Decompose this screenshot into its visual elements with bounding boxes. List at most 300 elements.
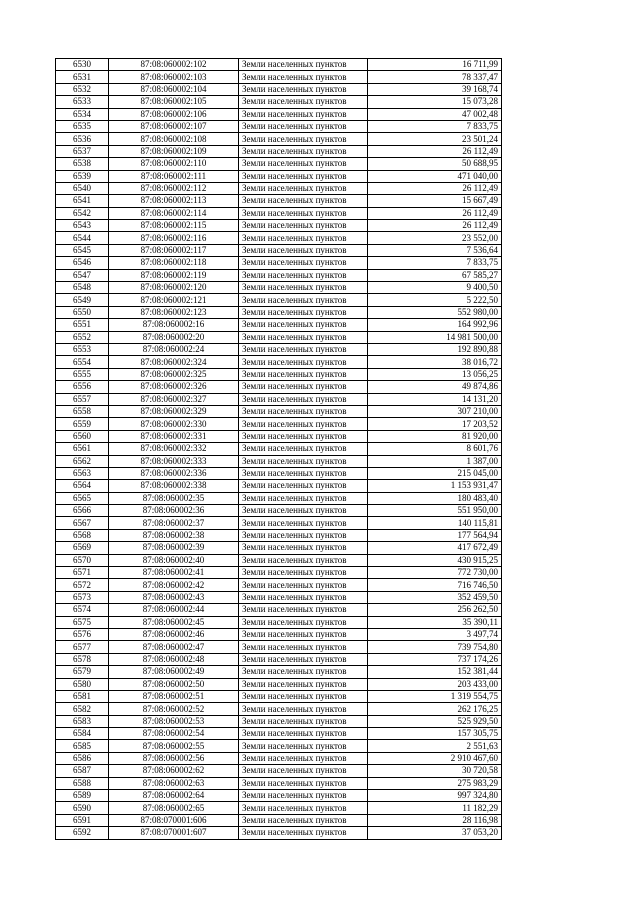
- row-number-cell: 6581: [56, 690, 109, 702]
- cadastral-value-cell: 551 950,00: [368, 505, 502, 517]
- cadastral-value-cell: 716 746,50: [368, 579, 502, 591]
- cadastral-number-cell: 87:08:060002:324: [109, 356, 239, 368]
- table-row: [56, 220, 502, 232]
- cadastral-value-cell: 552 980,00: [368, 306, 502, 318]
- table-row: [56, 628, 502, 640]
- row-number-cell: 6585: [56, 740, 109, 752]
- table-row: [56, 207, 502, 219]
- cadastral-number-cell: 87:08:060002:51: [109, 690, 239, 702]
- land-category-cell: Земли населенных пунктов: [239, 542, 368, 554]
- cadastral-number-cell: 87:08:060002:49: [109, 666, 239, 678]
- table-row: [56, 133, 502, 145]
- table-row: [56, 752, 502, 764]
- cadastral-number-cell: 87:08:060002:52: [109, 703, 239, 715]
- row-number-cell: 6553: [56, 343, 109, 355]
- table-row: [56, 678, 502, 690]
- cadastral-value-cell: 7 833,75: [368, 120, 502, 132]
- cadastral-value-cell: 23 552,00: [368, 232, 502, 244]
- land-category-cell: Земли населенных пунктов: [239, 728, 368, 740]
- cadastral-value-cell: 26 112,49: [368, 220, 502, 232]
- land-category-cell: Земли населенных пунктов: [239, 529, 368, 541]
- land-category-cell: Земли населенных пунктов: [239, 368, 368, 380]
- row-number-cell: 6556: [56, 381, 109, 393]
- cadastral-number-cell: 87:08:060002:37: [109, 517, 239, 529]
- cadastral-value-cell: 30 720,58: [368, 765, 502, 777]
- cadastral-number-cell: 87:08:060002:50: [109, 678, 239, 690]
- row-number-cell: 6552: [56, 331, 109, 343]
- row-number-cell: 6576: [56, 628, 109, 640]
- row-number-cell: 6558: [56, 405, 109, 417]
- cadastral-value-cell: 39 168,74: [368, 83, 502, 95]
- table-row: [56, 777, 502, 789]
- cadastral-value-cell: 26 112,49: [368, 182, 502, 194]
- table-row: [56, 393, 502, 405]
- land-category-cell: Земли населенных пунктов: [239, 430, 368, 442]
- land-category-cell: Земли населенных пунктов: [239, 294, 368, 306]
- cadastral-number-cell: 87:08:060002:63: [109, 777, 239, 789]
- cadastral-number-cell: 87:08:060002:38: [109, 529, 239, 541]
- table-row: [56, 83, 502, 95]
- cadastral-number-cell: 87:08:060002:62: [109, 765, 239, 777]
- table-row: [56, 591, 502, 603]
- cadastral-number-cell: 87:08:060002:115: [109, 220, 239, 232]
- cadastral-value-cell: 28 116,98: [368, 814, 502, 826]
- cadastral-number-cell: 87:08:060002:106: [109, 108, 239, 120]
- table-row: [56, 616, 502, 628]
- table-row: [56, 145, 502, 157]
- land-category-cell: Земли населенных пунктов: [239, 71, 368, 83]
- land-category-cell: Земли населенных пунктов: [239, 492, 368, 504]
- row-number-cell: 6572: [56, 579, 109, 591]
- land-category-cell: Земли населенных пунктов: [239, 108, 368, 120]
- table-row: [56, 182, 502, 194]
- cadastral-number-cell: 87:08:060002:56: [109, 752, 239, 764]
- cadastral-number-cell: 87:08:060002:45: [109, 616, 239, 628]
- row-number-cell: 6564: [56, 480, 109, 492]
- row-number-cell: 6587: [56, 765, 109, 777]
- row-number-cell: 6532: [56, 83, 109, 95]
- land-category-cell: Земли населенных пунктов: [239, 690, 368, 702]
- table-row: [56, 529, 502, 541]
- cadastral-number-cell: 87:08:060002:111: [109, 170, 239, 182]
- land-category-cell: Земли населенных пунктов: [239, 752, 368, 764]
- cadastral-number-cell: 87:08:060002:116: [109, 232, 239, 244]
- table-row: [56, 269, 502, 281]
- land-category-cell: Земли населенных пунктов: [239, 83, 368, 95]
- row-number-cell: 6563: [56, 467, 109, 479]
- cadastral-number-cell: 87:08:060002:46: [109, 628, 239, 640]
- cadastral-number-cell: 87:08:060002:42: [109, 579, 239, 591]
- cadastral-number-cell: 87:08:060002:65: [109, 802, 239, 814]
- table-row: [56, 405, 502, 417]
- row-number-cell: 6545: [56, 244, 109, 256]
- land-category-cell: Земли населенных пунктов: [239, 591, 368, 603]
- cadastral-number-cell: 87:08:060002:105: [109, 96, 239, 108]
- cadastral-number-cell: 87:08:060002:327: [109, 393, 239, 405]
- cadastral-value-cell: 471 040,00: [368, 170, 502, 182]
- cadastral-value-cell: 47 002,48: [368, 108, 502, 120]
- row-number-cell: 6584: [56, 728, 109, 740]
- cadastral-number-cell: 87:08:070001:606: [109, 814, 239, 826]
- row-number-cell: 6561: [56, 443, 109, 455]
- land-category-cell: Земли населенных пунктов: [239, 579, 368, 591]
- cadastral-number-cell: 87:08:060002:329: [109, 405, 239, 417]
- row-number-cell: 6549: [56, 294, 109, 306]
- cadastral-number-cell: 87:08:060002:333: [109, 455, 239, 467]
- row-number-cell: 6588: [56, 777, 109, 789]
- row-number-cell: 6591: [56, 814, 109, 826]
- row-number-cell: 6575: [56, 616, 109, 628]
- cadastral-number-cell: 87:08:060002:113: [109, 195, 239, 207]
- row-number-cell: 6551: [56, 319, 109, 331]
- table-row: [56, 158, 502, 170]
- table-row: [56, 814, 502, 826]
- table-row: [56, 306, 502, 318]
- cadastral-value-cell: 177 564,94: [368, 529, 502, 541]
- cadastral-value-cell: 17 203,52: [368, 418, 502, 430]
- cadastral-number-cell: 87:08:060002:48: [109, 653, 239, 665]
- row-number-cell: 6541: [56, 195, 109, 207]
- row-number-cell: 6536: [56, 133, 109, 145]
- cadastral-number-cell: 87:08:060002:54: [109, 728, 239, 740]
- table-row: [56, 765, 502, 777]
- row-number-cell: 6577: [56, 641, 109, 653]
- land-category-cell: Земли населенных пунктов: [239, 170, 368, 182]
- cadastral-value-cell: 9 400,50: [368, 282, 502, 294]
- cadastral-number-cell: 87:08:060002:104: [109, 83, 239, 95]
- land-category-cell: Земли населенных пунктов: [239, 244, 368, 256]
- cadastral-value-cell: 16 711,99: [368, 59, 502, 71]
- table-row: [56, 604, 502, 616]
- table-row: [56, 59, 502, 71]
- cadastral-number-cell: 87:08:060002:24: [109, 343, 239, 355]
- row-number-cell: 6571: [56, 567, 109, 579]
- row-number-cell: 6546: [56, 257, 109, 269]
- table-row: [56, 740, 502, 752]
- cadastral-value-cell: 2 910 467,60: [368, 752, 502, 764]
- row-number-cell: 6578: [56, 653, 109, 665]
- row-number-cell: 6538: [56, 158, 109, 170]
- cadastral-value-cell: 772 730,00: [368, 567, 502, 579]
- cadastral-value-cell: 15 073,28: [368, 96, 502, 108]
- table-row: [56, 554, 502, 566]
- land-category-cell: Земли населенных пунктов: [239, 220, 368, 232]
- cadastral-number-cell: 87:08:060002:118: [109, 257, 239, 269]
- land-category-cell: Земли населенных пунктов: [239, 604, 368, 616]
- table-row: [56, 232, 502, 244]
- cadastral-value-cell: 352 459,50: [368, 591, 502, 603]
- row-number-cell: 6586: [56, 752, 109, 764]
- row-number-cell: 6590: [56, 802, 109, 814]
- land-category-cell: Земли населенных пунктов: [239, 517, 368, 529]
- cadastral-number-cell: 87:08:060002:41: [109, 567, 239, 579]
- table-row: [56, 567, 502, 579]
- row-number-cell: 6569: [56, 542, 109, 554]
- cadastral-number-cell: 87:08:060002:121: [109, 294, 239, 306]
- table-row: [56, 455, 502, 467]
- land-category-cell: Земли населенных пунктов: [239, 455, 368, 467]
- land-registry-body: [56, 59, 502, 840]
- table-row: [56, 579, 502, 591]
- land-category-cell: Земли населенных пунктов: [239, 740, 368, 752]
- table-row: [56, 343, 502, 355]
- row-number-cell: 6557: [56, 393, 109, 405]
- land-category-cell: Земли населенных пунктов: [239, 195, 368, 207]
- row-number-cell: 6579: [56, 666, 109, 678]
- table-row: [56, 480, 502, 492]
- row-number-cell: 6530: [56, 59, 109, 71]
- cadastral-value-cell: 256 262,50: [368, 604, 502, 616]
- row-number-cell: 6589: [56, 790, 109, 802]
- land-category-cell: Земли населенных пунктов: [239, 381, 368, 393]
- land-category-cell: Земли населенных пунктов: [239, 405, 368, 417]
- table-row: [56, 517, 502, 529]
- cadastral-value-cell: 67 585,27: [368, 269, 502, 281]
- land-category-cell: Земли населенных пунктов: [239, 467, 368, 479]
- cadastral-number-cell: 87:08:060002:39: [109, 542, 239, 554]
- cadastral-number-cell: 87:08:060002:331: [109, 430, 239, 442]
- cadastral-number-cell: 87:08:060002:40: [109, 554, 239, 566]
- row-number-cell: 6582: [56, 703, 109, 715]
- cadastral-value-cell: 13 056,25: [368, 368, 502, 380]
- table-row: [56, 802, 502, 814]
- cadastral-number-cell: 87:08:060002:336: [109, 467, 239, 479]
- land-category-cell: Земли населенных пунктов: [239, 120, 368, 132]
- row-number-cell: 6583: [56, 715, 109, 727]
- cadastral-number-cell: 87:08:060002:117: [109, 244, 239, 256]
- table-row: [56, 331, 502, 343]
- row-number-cell: 6566: [56, 505, 109, 517]
- cadastral-value-cell: 525 929,50: [368, 715, 502, 727]
- cadastral-value-cell: 14 981 500,00: [368, 331, 502, 343]
- row-number-cell: 6534: [56, 108, 109, 120]
- cadastral-number-cell: 87:08:060002:102: [109, 59, 239, 71]
- cadastral-value-cell: 37 053,20: [368, 827, 502, 839]
- land-category-cell: Земли населенных пунктов: [239, 554, 368, 566]
- row-number-cell: 6560: [56, 430, 109, 442]
- row-number-cell: 6539: [56, 170, 109, 182]
- land-category-cell: Земли населенных пунктов: [239, 145, 368, 157]
- row-number-cell: 6555: [56, 368, 109, 380]
- row-number-cell: 6535: [56, 120, 109, 132]
- cadastral-value-cell: 739 754,80: [368, 641, 502, 653]
- table-row: [56, 257, 502, 269]
- cadastral-number-cell: 87:08:060002:120: [109, 282, 239, 294]
- row-number-cell: 6544: [56, 232, 109, 244]
- row-number-cell: 6531: [56, 71, 109, 83]
- cadastral-number-cell: 87:08:060002:123: [109, 306, 239, 318]
- land-category-cell: Земли населенных пунктов: [239, 641, 368, 653]
- cadastral-value-cell: 81 920,00: [368, 430, 502, 442]
- land-category-cell: Земли населенных пунктов: [239, 567, 368, 579]
- cadastral-number-cell: 87:08:060002:43: [109, 591, 239, 603]
- table-row: [56, 170, 502, 182]
- cadastral-value-cell: 14 131,20: [368, 393, 502, 405]
- row-number-cell: 6533: [56, 96, 109, 108]
- cadastral-number-cell: 87:08:060002:103: [109, 71, 239, 83]
- row-number-cell: 6543: [56, 220, 109, 232]
- land-category-cell: Земли населенных пунктов: [239, 343, 368, 355]
- row-number-cell: 6537: [56, 145, 109, 157]
- cadastral-value-cell: 192 890,88: [368, 343, 502, 355]
- table-row: [56, 368, 502, 380]
- table-row: [56, 443, 502, 455]
- cadastral-value-cell: 78 337,47: [368, 71, 502, 83]
- land-category-cell: Земли населенных пунктов: [239, 802, 368, 814]
- land-category-cell: Земли населенных пунктов: [239, 331, 368, 343]
- row-number-cell: 6542: [56, 207, 109, 219]
- cadastral-value-cell: 11 182,29: [368, 802, 502, 814]
- cadastral-number-cell: 87:08:060002:36: [109, 505, 239, 517]
- cadastral-value-cell: 152 381,44: [368, 666, 502, 678]
- cadastral-value-cell: 1 387,00: [368, 455, 502, 467]
- table-row: [56, 71, 502, 83]
- cadastral-number-cell: 87:08:060002:47: [109, 641, 239, 653]
- land-category-cell: Земли населенных пунктов: [239, 96, 368, 108]
- land-category-cell: Земли населенных пунктов: [239, 653, 368, 665]
- table-row: [56, 120, 502, 132]
- land-category-cell: Земли населенных пунктов: [239, 827, 368, 839]
- cadastral-number-cell: 87:08:060002:325: [109, 368, 239, 380]
- land-category-cell: Земли населенных пунктов: [239, 182, 368, 194]
- land-category-cell: Земли населенных пунктов: [239, 282, 368, 294]
- cadastral-value-cell: 26 112,49: [368, 145, 502, 157]
- cadastral-number-cell: 87:08:060002:20: [109, 331, 239, 343]
- row-number-cell: 6547: [56, 269, 109, 281]
- table-row: [56, 356, 502, 368]
- cadastral-number-cell: 87:08:070001:607: [109, 827, 239, 839]
- cadastral-value-cell: 737 174,26: [368, 653, 502, 665]
- cadastral-value-cell: 164 992,96: [368, 319, 502, 331]
- cadastral-value-cell: 26 112,49: [368, 207, 502, 219]
- cadastral-value-cell: 5 222,50: [368, 294, 502, 306]
- table-row: [56, 790, 502, 802]
- land-category-cell: Земли населенных пунктов: [239, 505, 368, 517]
- cadastral-number-cell: 87:08:060002:16: [109, 319, 239, 331]
- cadastral-value-cell: 7 536,64: [368, 244, 502, 256]
- land-category-cell: Земли населенных пунктов: [239, 480, 368, 492]
- row-number-cell: 6548: [56, 282, 109, 294]
- land-category-cell: Земли населенных пунктов: [239, 59, 368, 71]
- cadastral-value-cell: 180 483,40: [368, 492, 502, 504]
- land-category-cell: Земли населенных пунктов: [239, 678, 368, 690]
- cadastral-value-cell: 140 115,81: [368, 517, 502, 529]
- row-number-cell: 6573: [56, 591, 109, 603]
- cadastral-value-cell: 417 672,49: [368, 542, 502, 554]
- land-category-cell: Земли населенных пунктов: [239, 319, 368, 331]
- table-row: [56, 282, 502, 294]
- cadastral-number-cell: 87:08:060002:110: [109, 158, 239, 170]
- cadastral-number-cell: 87:08:060002:114: [109, 207, 239, 219]
- cadastral-value-cell: 50 688,95: [368, 158, 502, 170]
- cadastral-number-cell: 87:08:060002:55: [109, 740, 239, 752]
- table-row: [56, 728, 502, 740]
- land-category-cell: Земли населенных пунктов: [239, 133, 368, 145]
- row-number-cell: 6570: [56, 554, 109, 566]
- row-number-cell: 6568: [56, 529, 109, 541]
- cadastral-number-cell: 87:08:060002:119: [109, 269, 239, 281]
- table-row: [56, 108, 502, 120]
- table-row: [56, 492, 502, 504]
- land-category-cell: Земли населенных пунктов: [239, 715, 368, 727]
- cadastral-number-cell: 87:08:060002:326: [109, 381, 239, 393]
- land-category-cell: Земли населенных пунктов: [239, 777, 368, 789]
- table-row: [56, 381, 502, 393]
- cadastral-value-cell: 215 045,00: [368, 467, 502, 479]
- row-number-cell: 6567: [56, 517, 109, 529]
- cadastral-value-cell: 2 551,63: [368, 740, 502, 752]
- table-row: [56, 641, 502, 653]
- cadastral-number-cell: 87:08:060002:330: [109, 418, 239, 430]
- land-category-cell: Земли населенных пунктов: [239, 765, 368, 777]
- row-number-cell: 6574: [56, 604, 109, 616]
- land-category-cell: Земли населенных пунктов: [239, 666, 368, 678]
- table-row: [56, 430, 502, 442]
- cadastral-value-cell: 7 833,75: [368, 257, 502, 269]
- table-row: [56, 244, 502, 256]
- row-number-cell: 6562: [56, 455, 109, 467]
- cadastral-value-cell: 38 016,72: [368, 356, 502, 368]
- cadastral-value-cell: 8 601,76: [368, 443, 502, 455]
- cadastral-value-cell: 23 501,24: [368, 133, 502, 145]
- cadastral-number-cell: 87:08:060002:112: [109, 182, 239, 194]
- row-number-cell: 6550: [56, 306, 109, 318]
- row-number-cell: 6540: [56, 182, 109, 194]
- land-category-cell: Земли населенных пунктов: [239, 356, 368, 368]
- land-category-cell: Земли населенных пунктов: [239, 790, 368, 802]
- cadastral-value-cell: 49 874,86: [368, 381, 502, 393]
- table-row: [56, 505, 502, 517]
- cadastral-number-cell: 87:08:060002:53: [109, 715, 239, 727]
- land-category-cell: Земли населенных пунктов: [239, 269, 368, 281]
- table-row: [56, 715, 502, 727]
- land-category-cell: Земли населенных пунктов: [239, 393, 368, 405]
- cadastral-value-cell: 307 210,00: [368, 405, 502, 417]
- cadastral-value-cell: 203 433,00: [368, 678, 502, 690]
- land-category-cell: Земли населенных пунктов: [239, 814, 368, 826]
- table-row: [56, 542, 502, 554]
- cadastral-number-cell: 87:08:060002:109: [109, 145, 239, 157]
- table-row: [56, 703, 502, 715]
- cadastral-number-cell: 87:08:060002:64: [109, 790, 239, 802]
- land-category-cell: Земли населенных пунктов: [239, 158, 368, 170]
- cadastral-number-cell: 87:08:060002:35: [109, 492, 239, 504]
- land-category-cell: Земли населенных пунктов: [239, 418, 368, 430]
- cadastral-value-cell: 35 390,11: [368, 616, 502, 628]
- land-category-cell: Земли населенных пунктов: [239, 628, 368, 640]
- table-row: [56, 294, 502, 306]
- cadastral-value-cell: 15 667,49: [368, 195, 502, 207]
- row-number-cell: 6554: [56, 356, 109, 368]
- land-category-cell: Земли населенных пунктов: [239, 616, 368, 628]
- land-category-cell: Земли населенных пунктов: [239, 443, 368, 455]
- row-number-cell: 6565: [56, 492, 109, 504]
- table-row: [56, 319, 502, 331]
- table-row: [56, 195, 502, 207]
- table-row: [56, 96, 502, 108]
- land-registry-table: [55, 58, 502, 840]
- row-number-cell: 6592: [56, 827, 109, 839]
- row-number-cell: 6559: [56, 418, 109, 430]
- table-row: [56, 666, 502, 678]
- table-row: [56, 467, 502, 479]
- land-category-cell: Земли населенных пунктов: [239, 703, 368, 715]
- cadastral-value-cell: 1 319 554,75: [368, 690, 502, 702]
- land-category-cell: Земли населенных пунктов: [239, 257, 368, 269]
- table-row: [56, 418, 502, 430]
- cadastral-number-cell: 87:08:060002:44: [109, 604, 239, 616]
- cadastral-number-cell: 87:08:060002:332: [109, 443, 239, 455]
